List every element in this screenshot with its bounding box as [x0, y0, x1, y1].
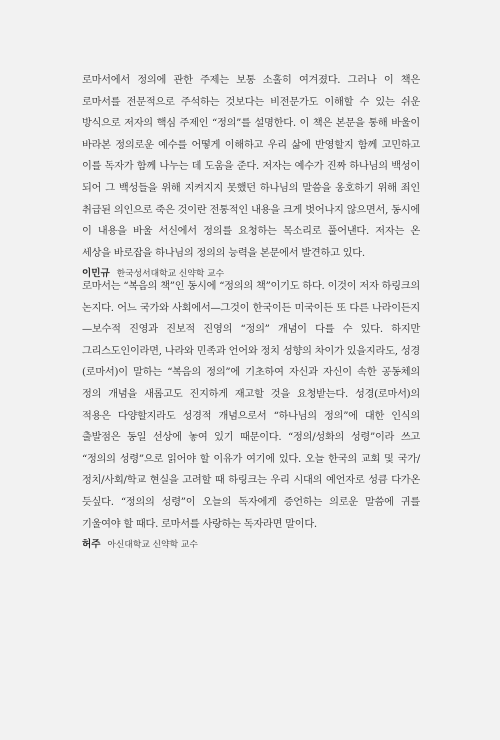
endorsement-byline — [82, 538, 420, 552]
endorsement-text: 로마서는 “복음의 책”인 동시에 “정의의 책”이기도 하다. 이것이 저자 하링크의 논지다. 어느 국가와 사회에서—그것이 한국이든 미국이든 또 다른 나라이든지—보수적 진영과 진보적 진영의 “정의” 개념이 다를 수 있다. 하지만 그리스도인이라면, 나라와 민족과 언어와 정치 성향의 차이가 있을지라도, 성경(로마서)이 말하는 “복음의 정의”에 기초하여 자신과 자신이 속한 공동체의 정의 개념을 새롭고도 진지하게 재고할 것을 요청받는다. 성경(로마서)의 적용은 다양할지라도 성경적 개념으로서 “하나님의 정의”에 대한 인식의 출발점은 동일 선상에 놓여 있기 때문이다. “정의/성화의 성령”이라 쓰고 “정의의 성령”으로 읽어야 할 이유가 여기에 있다. 오늘 한국의 교회 및 국가/정치/사회/학교 현실을 고려할 때 하링크는 우리 시대의 예언자로 성큼 다가온 듯싶다. “정의의 성령”이 오늘의 독자에게 증언하는 의로운 말씀에 귀를 기울여야 할 때다. 로마서를 사랑하는 독자라면 말이다. — [82, 281, 420, 530]
endorser-name: 이민규 — [82, 268, 110, 280]
endorser-affiliation: 아신대학교 신약학 교수 — [107, 540, 198, 551]
endorser-name: 허주 — [82, 539, 101, 551]
endorser-affiliation: 한국성서대학교 신약학 교수 — [116, 269, 225, 280]
endorsement-2 — [82, 276, 420, 552]
endorsement-text: 로마서에서 정의에 관한 주제는 보통 소홀히 여겨졌다. 그러나 이 책은 로마서를 전문적으로 주석하는 것보다는 비전문가도 이해할 수 있는 쉬운 방식으로 저자의 핵심 주제인 “정의”를 설명한다. 이 책은 본문을 통해 바울이 바라본 정의로운 예수를 어떻게 이해하고 우리 삶에 반영할지 함께 고민하고 이를 독자가 함께 나누는 데 도움을 준다. 저자는 예수가 진짜 하나님의 백성이 되어 그 백성들을 위해 지켜지지 못했던 하나님의 말씀을 옹호하기 위해 죄인 취급된 의인으로 죽은 것이란 전통적인 내용을 크게 벗어나지 않으면서, 동시에 이 내용을 바울 서신에서 정의를 요청하는 목소리로 풀어낸다. 저자는 온 세상을 바로잡을 하나님의 정의의 능력을 본문에서 발견하고 있다. — [82, 75, 420, 259]
endorsement-1 — [82, 70, 420, 281]
